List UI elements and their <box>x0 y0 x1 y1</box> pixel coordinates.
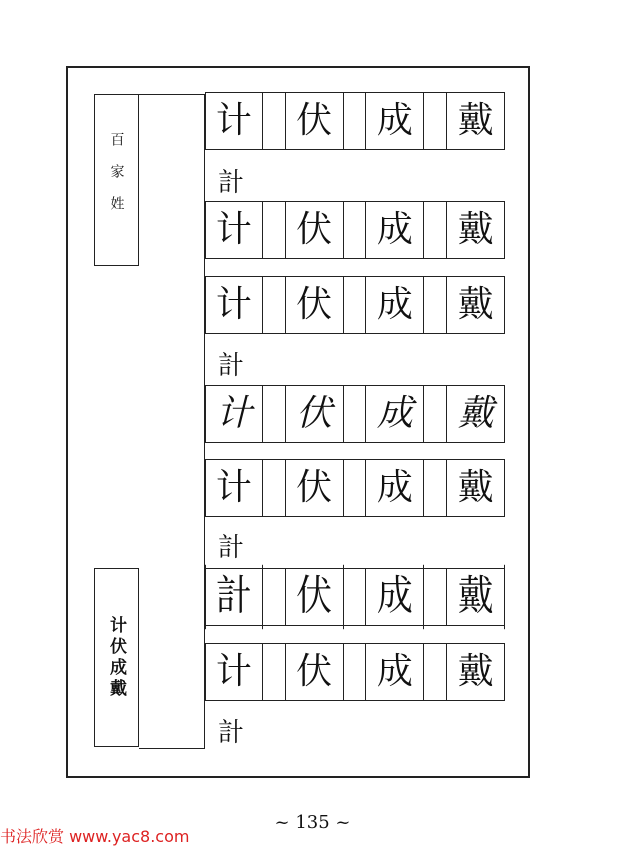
cell-gap <box>424 93 447 149</box>
character-cell: 计 <box>205 277 263 333</box>
character-cell: 計 <box>205 565 263 629</box>
cell-gap <box>424 202 447 258</box>
cell-gap <box>263 386 286 442</box>
traditional-note: 計 <box>218 532 245 563</box>
cell-gap <box>344 93 367 149</box>
character-row <box>205 643 505 701</box>
side-label-characters: 计伏成戴 <box>94 568 139 747</box>
cell-gap <box>344 569 367 625</box>
character-cell: 伏 <box>286 277 344 333</box>
character-cell: 伏 <box>286 460 344 516</box>
inner-column <box>139 94 205 749</box>
site-watermark[interactable]: 书法欣赏 www.yac8.com <box>0 827 190 846</box>
character-row <box>205 385 505 443</box>
character-cell: 成 <box>366 644 424 700</box>
character-cell: 戴 <box>447 565 505 629</box>
character-cell: 计 <box>205 460 263 516</box>
character-cell: 戴 <box>447 93 505 149</box>
cell-gap <box>424 569 447 625</box>
traditional-note: 計 <box>218 717 245 748</box>
cell-gap <box>344 460 367 516</box>
character-cell: 成 <box>366 565 424 629</box>
character-cell: 成 <box>366 460 424 516</box>
cell-gap <box>424 277 447 333</box>
side-label-surnames: 百家姓 <box>94 94 139 266</box>
cell-gap <box>263 202 286 258</box>
character-cell: 伏 <box>286 565 344 629</box>
cell-gap <box>263 93 286 149</box>
traditional-note: 計 <box>218 350 245 381</box>
character-cell: 计 <box>205 386 263 442</box>
character-cell: 伏 <box>286 202 344 258</box>
character-cell: 计 <box>205 644 263 700</box>
cell-gap <box>263 460 286 516</box>
character-cell: 戴 <box>447 644 505 700</box>
cell-gap <box>344 386 367 442</box>
page-number: ~ 135 ~ <box>274 812 351 833</box>
traditional-note: 計 <box>218 167 245 198</box>
cell-gap <box>344 202 367 258</box>
cell-gap <box>424 460 447 516</box>
cell-gap <box>263 277 286 333</box>
character-row <box>205 92 505 150</box>
cell-gap <box>263 644 286 700</box>
cell-gap <box>344 644 367 700</box>
character-cell: 成 <box>366 93 424 149</box>
character-cell: 戴 <box>447 460 505 516</box>
character-cell: 戴 <box>447 386 505 442</box>
cell-gap <box>424 644 447 700</box>
cell-gap <box>344 277 367 333</box>
character-cell: 计 <box>205 93 263 149</box>
cell-gap <box>424 386 447 442</box>
character-cell: 伏 <box>286 93 344 149</box>
character-cell: 伏 <box>286 386 344 442</box>
character-cell: 计 <box>205 202 263 258</box>
character-cell: 伏 <box>286 644 344 700</box>
character-row <box>205 568 505 626</box>
character-cell: 成 <box>366 202 424 258</box>
character-row <box>205 459 505 517</box>
character-cell: 戴 <box>447 202 505 258</box>
character-row <box>205 201 505 259</box>
cell-gap <box>263 569 286 625</box>
character-row <box>205 276 505 334</box>
character-cell: 成 <box>366 277 424 333</box>
character-cell: 成 <box>366 386 424 442</box>
character-cell: 戴 <box>447 277 505 333</box>
